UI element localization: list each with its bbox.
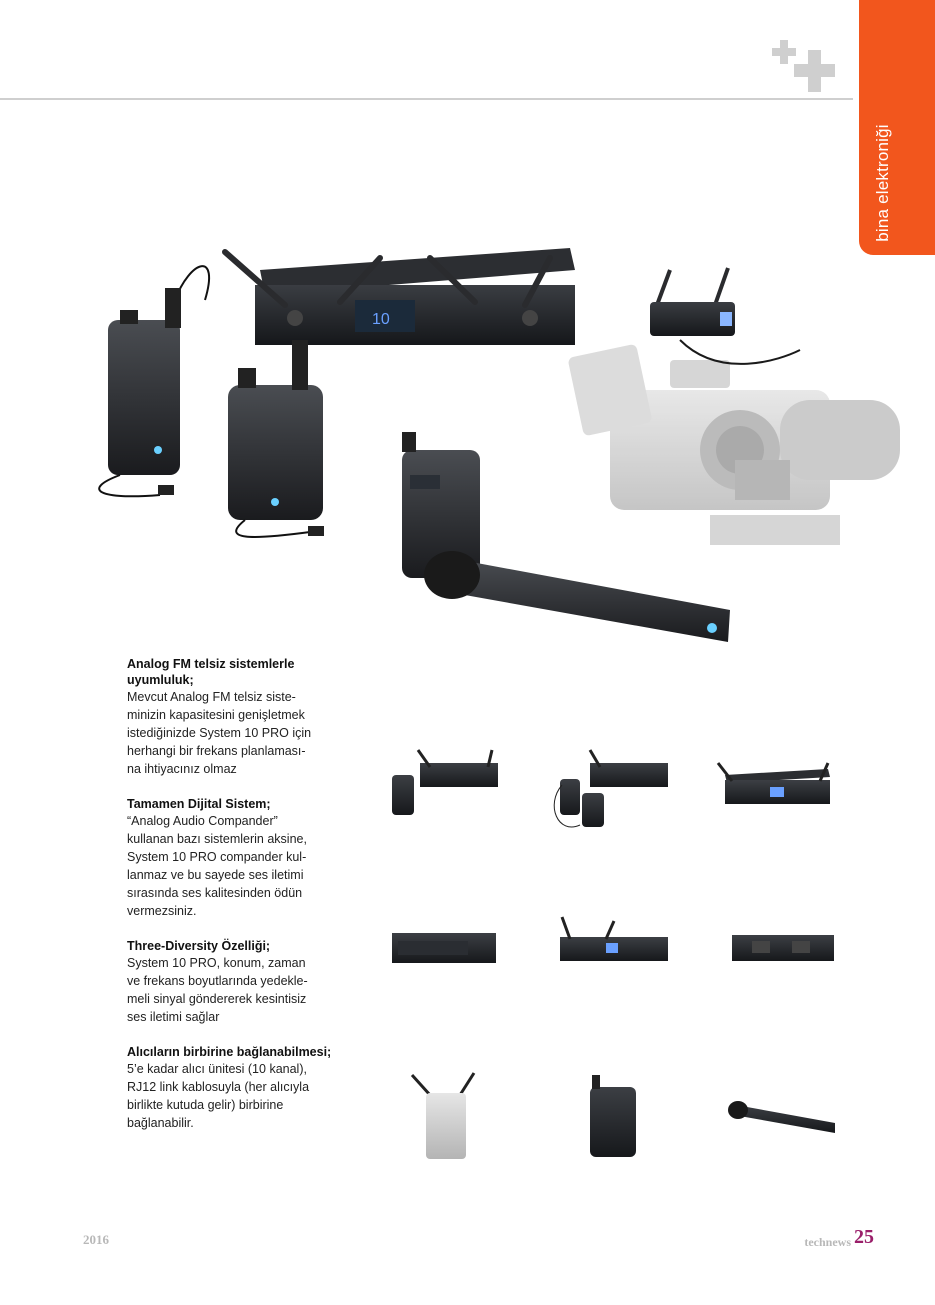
double-plus-icon (770, 38, 840, 94)
feature-list (127, 656, 342, 1150)
feature-three-diversity (127, 938, 342, 1026)
bodypack-transmitter-image-1 (99, 266, 209, 496)
thumbnail-dual-receiver (718, 763, 830, 804)
handheld-microphone-image (424, 551, 730, 642)
section-tab-label: bina elektroniği (873, 124, 892, 242)
feature-analog-fm (127, 656, 342, 778)
feature-title: Three-Diversity Özelliği; (127, 939, 271, 953)
thumbnail-bodypack-system (392, 750, 498, 815)
thumbnail-dual-bodypack-system (554, 750, 668, 827)
feature-body: Mevcut Analog FM telsiz siste- minizin kapasitesini genişletmek istediğinizde System 10 PRO için herhangi bir frekans planlaması- na ihtiyacınız olmaz (127, 690, 312, 776)
camera-image (567, 344, 900, 545)
camera-receiver-image (650, 268, 800, 364)
feature-body: 5’e kadar alıcı ünitesi (10 kanal), RJ12 link kablosuyla (her alıcıyla birlikte kutuda gelir) birbirine bağlanabilir. (127, 1062, 310, 1130)
footer-brand: technews (804, 1235, 851, 1249)
wireless-microphone-system-photo (80, 240, 910, 650)
product-thumbnail-grid (380, 745, 860, 1195)
feature-title: Alıcıların birbirine bağlanabilmesi; (127, 1045, 332, 1059)
feature-body: System 10 PRO, konum, zaman ve frekans boyutlarında yedekle- meli sinyal göndererek kesintisiz ses iletimi sağlar (127, 956, 308, 1024)
thumbnail-dual-rack-receiver (732, 935, 834, 961)
bodypack-transmitter-image-2 (228, 340, 324, 537)
feature-title: Analog FM telsiz sistemlerle uyumluluk; (127, 657, 295, 687)
header-rule (0, 98, 853, 100)
rack-receiver-image (225, 248, 575, 345)
page-number: 25 (854, 1226, 874, 1248)
thumbnail-rack-receiver (392, 933, 496, 963)
feature-receiver-linking (127, 1044, 342, 1132)
footer-year: 2016 (83, 1232, 109, 1247)
feature-digital (127, 796, 342, 920)
thumbnail-receiver-antennas (560, 917, 668, 961)
svg-text:10: 10 (372, 311, 390, 328)
thumbnail-camera-receiver (412, 1073, 474, 1159)
feature-body: “Analog Audio Compander” kullanan bazı sistemlerin aksine, System 10 PRO compander kul- lanmaz ve bu sayede ses iletimi sırasında ses kalitesinden ödün vermezsiniz. (127, 814, 307, 918)
thumbnail-bodypack (590, 1075, 636, 1157)
feature-title: Tamamen Dijital Sistem; (127, 797, 271, 811)
thumbnail-handheld-microphone (728, 1101, 835, 1133)
